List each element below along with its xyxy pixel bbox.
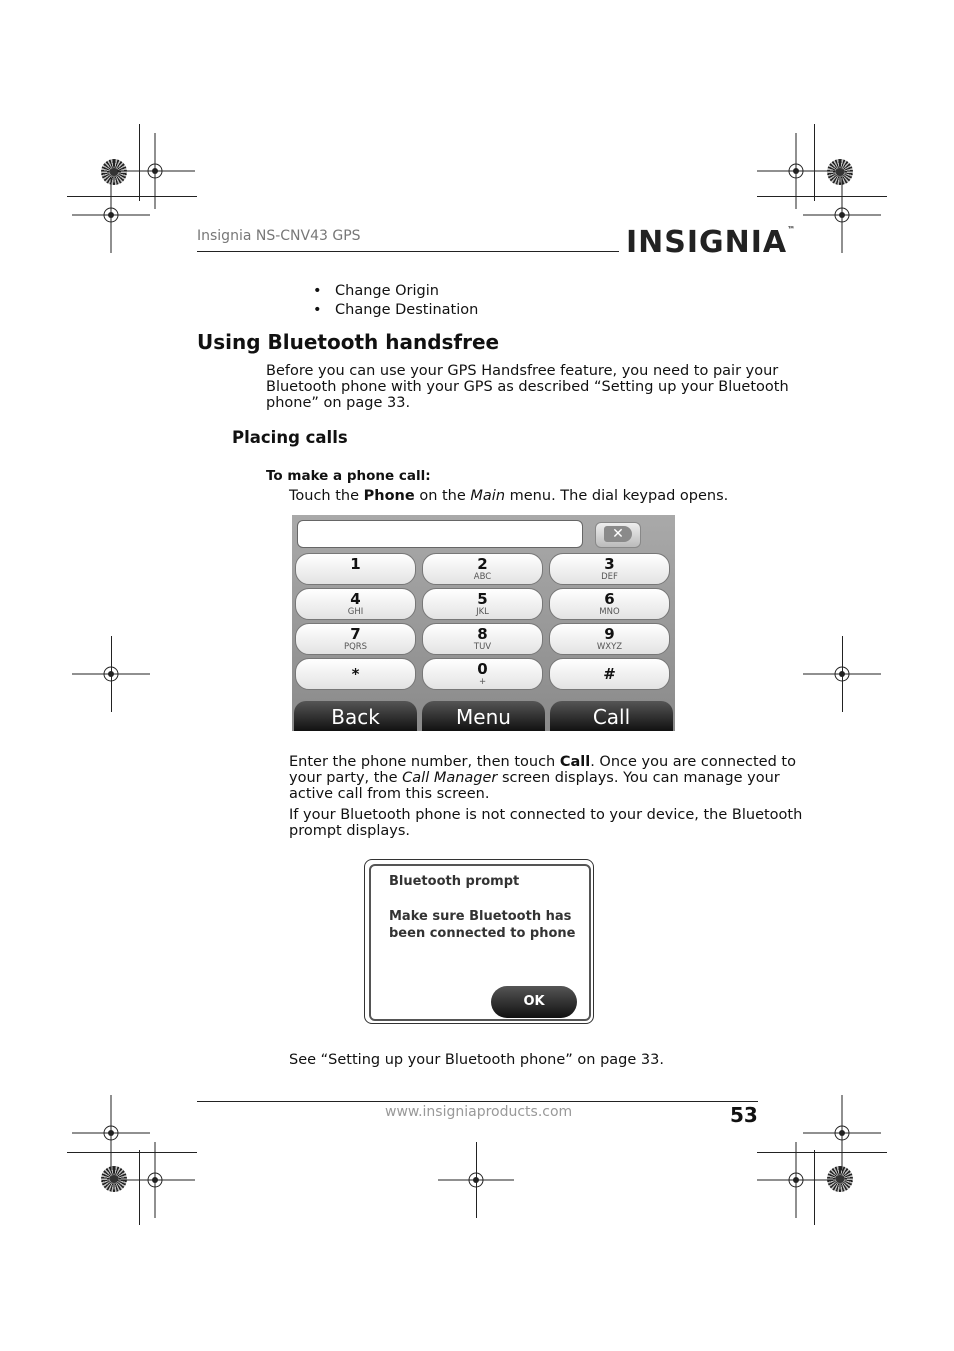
footer-rule: [197, 1101, 758, 1102]
see-also: See “Setting up your Bluetooth phone” on page 33.: [289, 1052, 664, 1068]
procedure-step: Touch the Phone on the Main menu. The dial keypad opens.: [289, 488, 729, 504]
bluetooth-paragraph: If your Bluetooth phone is not connected to your device, the Bluetooth prompt displays.: [289, 807, 803, 839]
ok-button: OK: [491, 986, 577, 1018]
header-title: Insignia NS-CNV43 GPS: [197, 228, 361, 244]
registration-rosette-icon: [101, 159, 127, 185]
prompt-title: Bluetooth prompt: [389, 874, 520, 889]
key-5: 5 JKL: [422, 588, 543, 620]
header-rule: [197, 251, 619, 252]
prompt-frame: [369, 864, 591, 1021]
procedure-heading: To make a phone call:: [266, 468, 431, 484]
key-8: 8 TUV: [422, 623, 543, 655]
key-3: 3 DEF: [549, 553, 670, 585]
insignia-logo: INSIGNIA™: [626, 225, 797, 260]
key-9: 9 WXYZ: [549, 623, 670, 655]
bluetooth-prompt-screenshot: [364, 859, 594, 1024]
registration-rosette-icon: [827, 159, 853, 185]
list-item: • Change Origin: [313, 283, 439, 299]
back-button: Back: [294, 701, 417, 731]
key-star: *: [295, 658, 416, 690]
key-hash: #: [549, 658, 670, 690]
key-7: 7 PQRS: [295, 623, 416, 655]
page-number: 53: [730, 1103, 758, 1127]
key-0: 0 +: [422, 658, 543, 690]
section-title: Using Bluetooth handsfree: [197, 330, 500, 354]
clear-button: [595, 522, 641, 548]
key-1: 1: [295, 553, 416, 585]
registration-rosette-icon: [827, 1166, 853, 1192]
key-4: 4 GHI: [295, 588, 416, 620]
phone-number-field: [297, 520, 583, 548]
backspace-x-icon: ✕: [604, 526, 632, 542]
dial-keypad-screenshot: [292, 515, 675, 731]
intro-paragraph: Before you can use your GPS Handsfree feature, you need to pair your Bluetooth phone with your GPS as described “Setting up your Bluetooth phone” on page 33.: [266, 363, 789, 411]
key-6: 6 MNO: [549, 588, 670, 620]
list-item: • Change Destination: [313, 302, 479, 318]
footer-url: www.insigniaproducts.com: [385, 1104, 573, 1120]
call-paragraph: Enter the phone number, then touch Call. Once you are connected to your party, the Call Manager screen displays. You can manage your active call from this screen.: [289, 754, 796, 802]
prompt-message: Make sure Bluetooth has been connected to phone: [389, 909, 576, 941]
registration-rosette-icon: [101, 1166, 127, 1192]
call-button: Call: [550, 701, 673, 731]
subsection-title: Placing calls: [232, 428, 348, 447]
key-2: 2 ABC: [422, 553, 543, 585]
menu-button: Menu: [422, 701, 545, 731]
